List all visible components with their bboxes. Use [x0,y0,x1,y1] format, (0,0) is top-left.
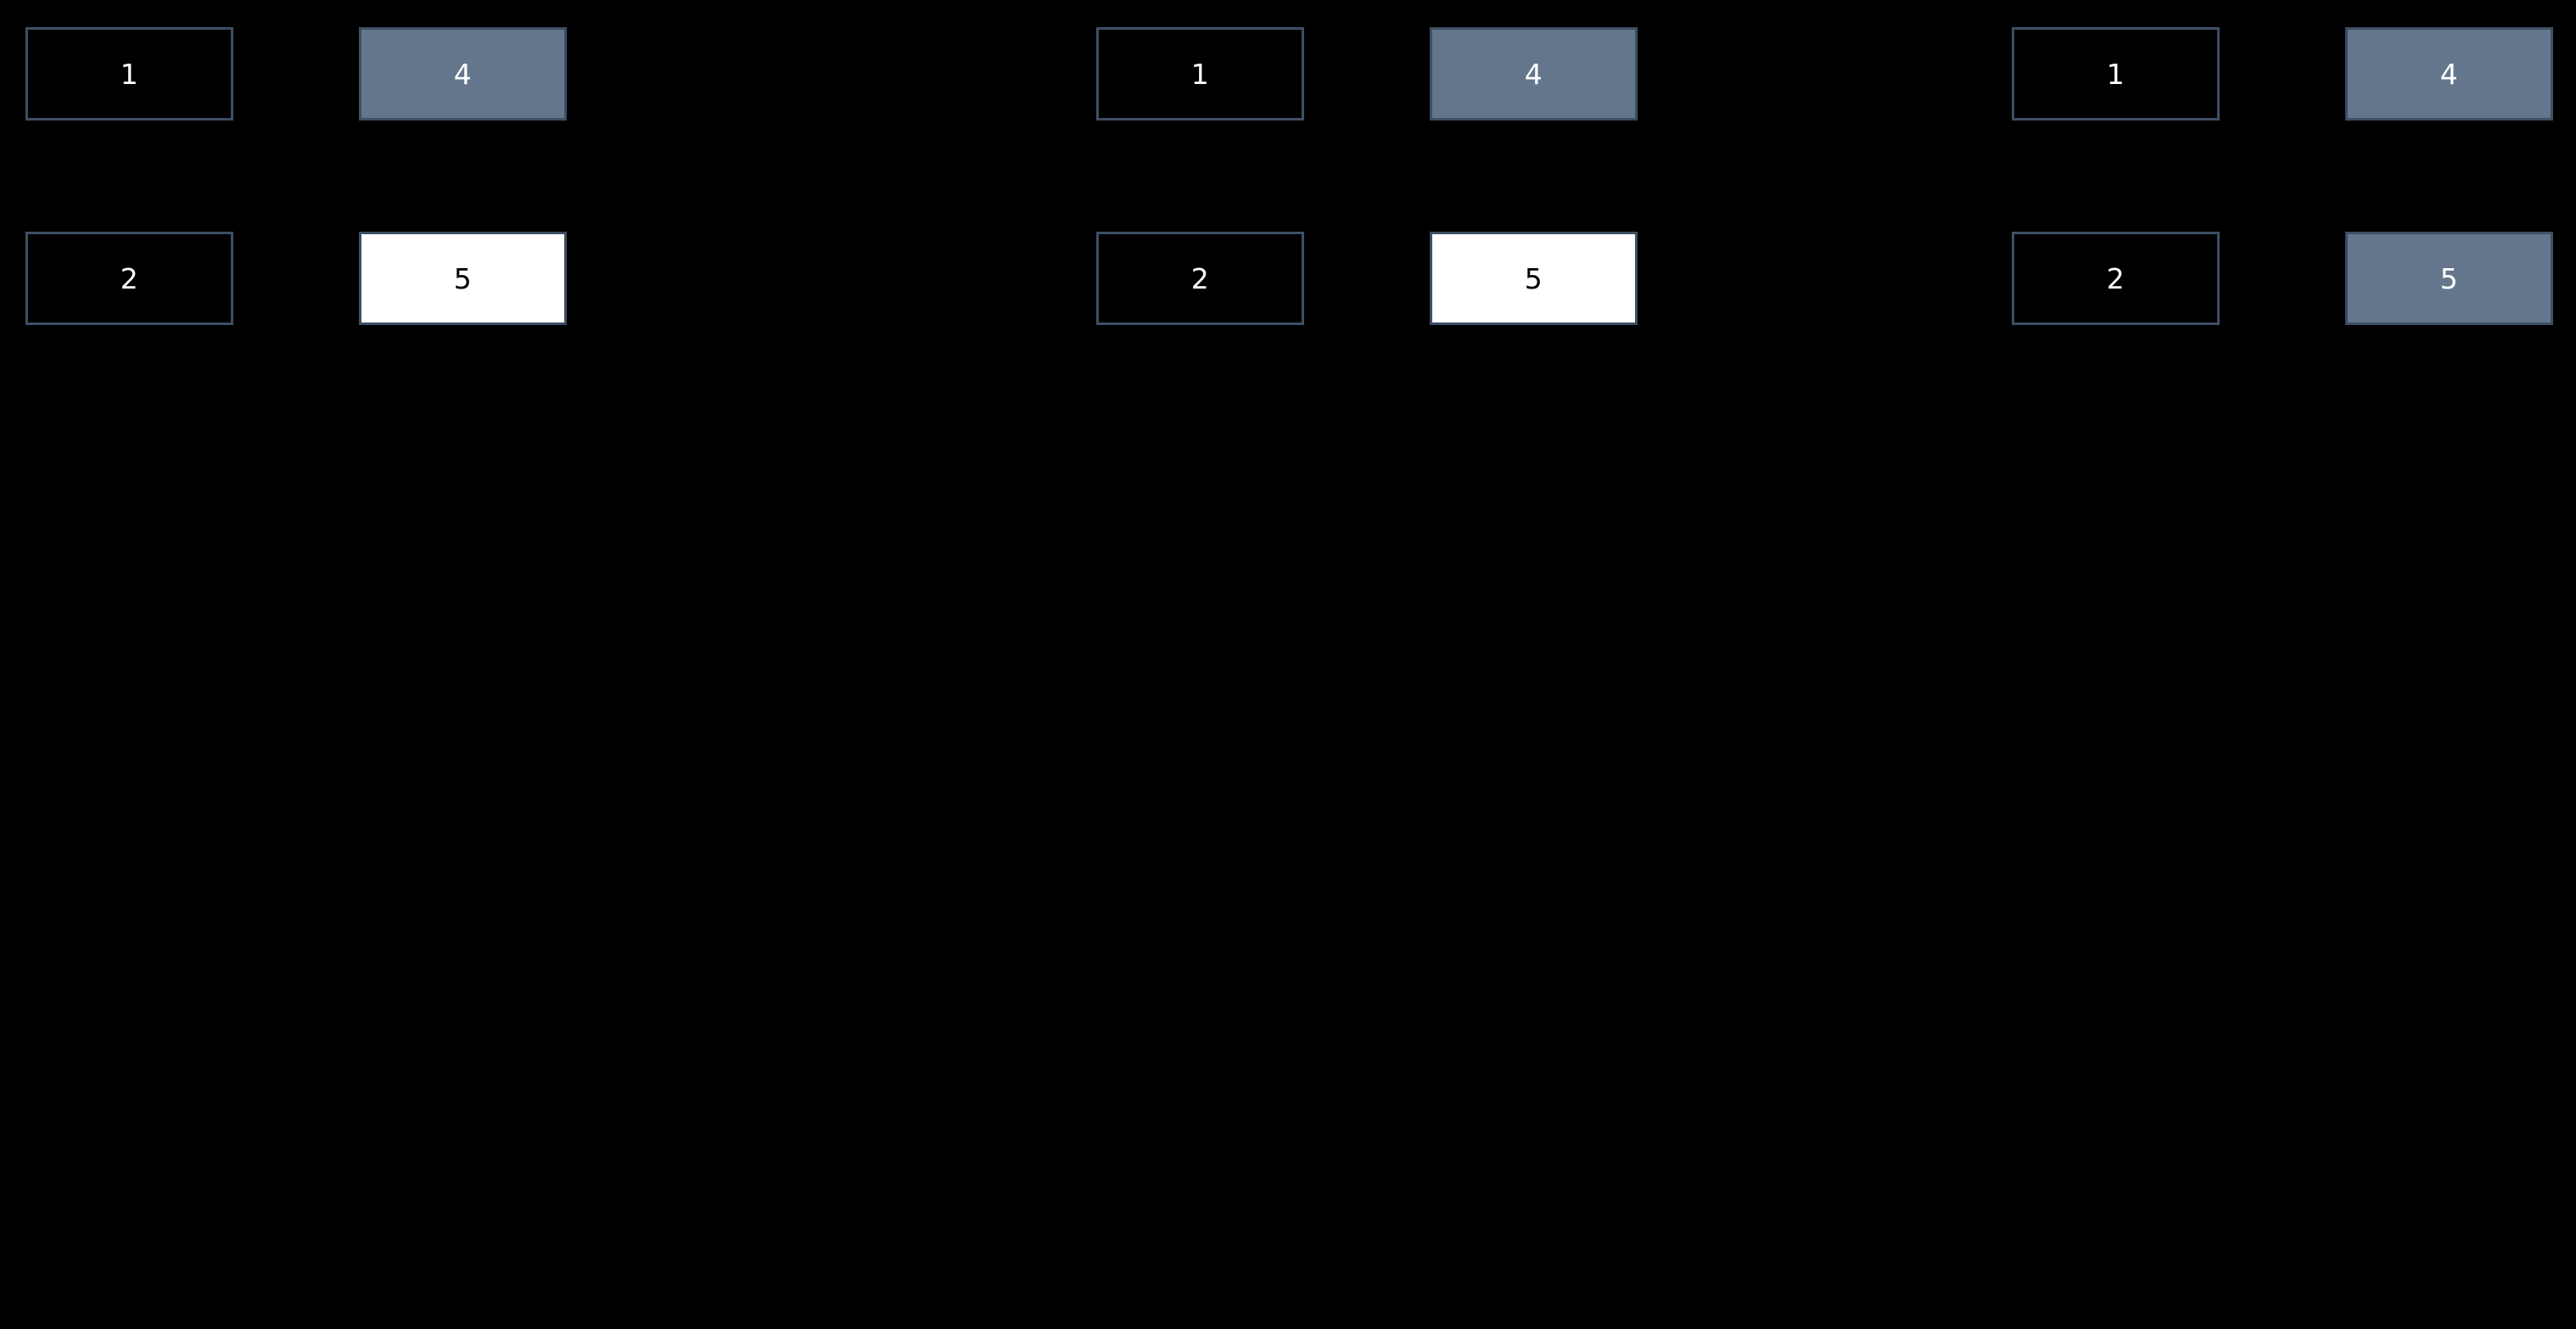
cell-group-3 [1986,0,2576,356]
cell-1-4[interactable]: 4 [359,27,567,121]
cell-1-1[interactable]: 1 [25,27,233,121]
cell-3-4[interactable]: 4 [2345,27,2553,121]
cell-2-4[interactable]: 4 [1430,27,1638,121]
cell-group-1 [0,0,859,356]
cell-3-2[interactable]: 2 [2012,232,2220,325]
cell-1-2[interactable]: 2 [25,232,233,325]
cell-3-1[interactable]: 1 [2012,27,2220,121]
cell-2-2[interactable]: 2 [1096,232,1304,325]
cell-1-5[interactable]: 5 [359,232,567,325]
cell-2-5[interactable]: 5 [1430,232,1638,325]
cell-3-5[interactable]: 5 [2345,232,2553,325]
cell-2-1[interactable]: 1 [1096,27,1304,121]
cell-group-2 [1071,0,1929,356]
